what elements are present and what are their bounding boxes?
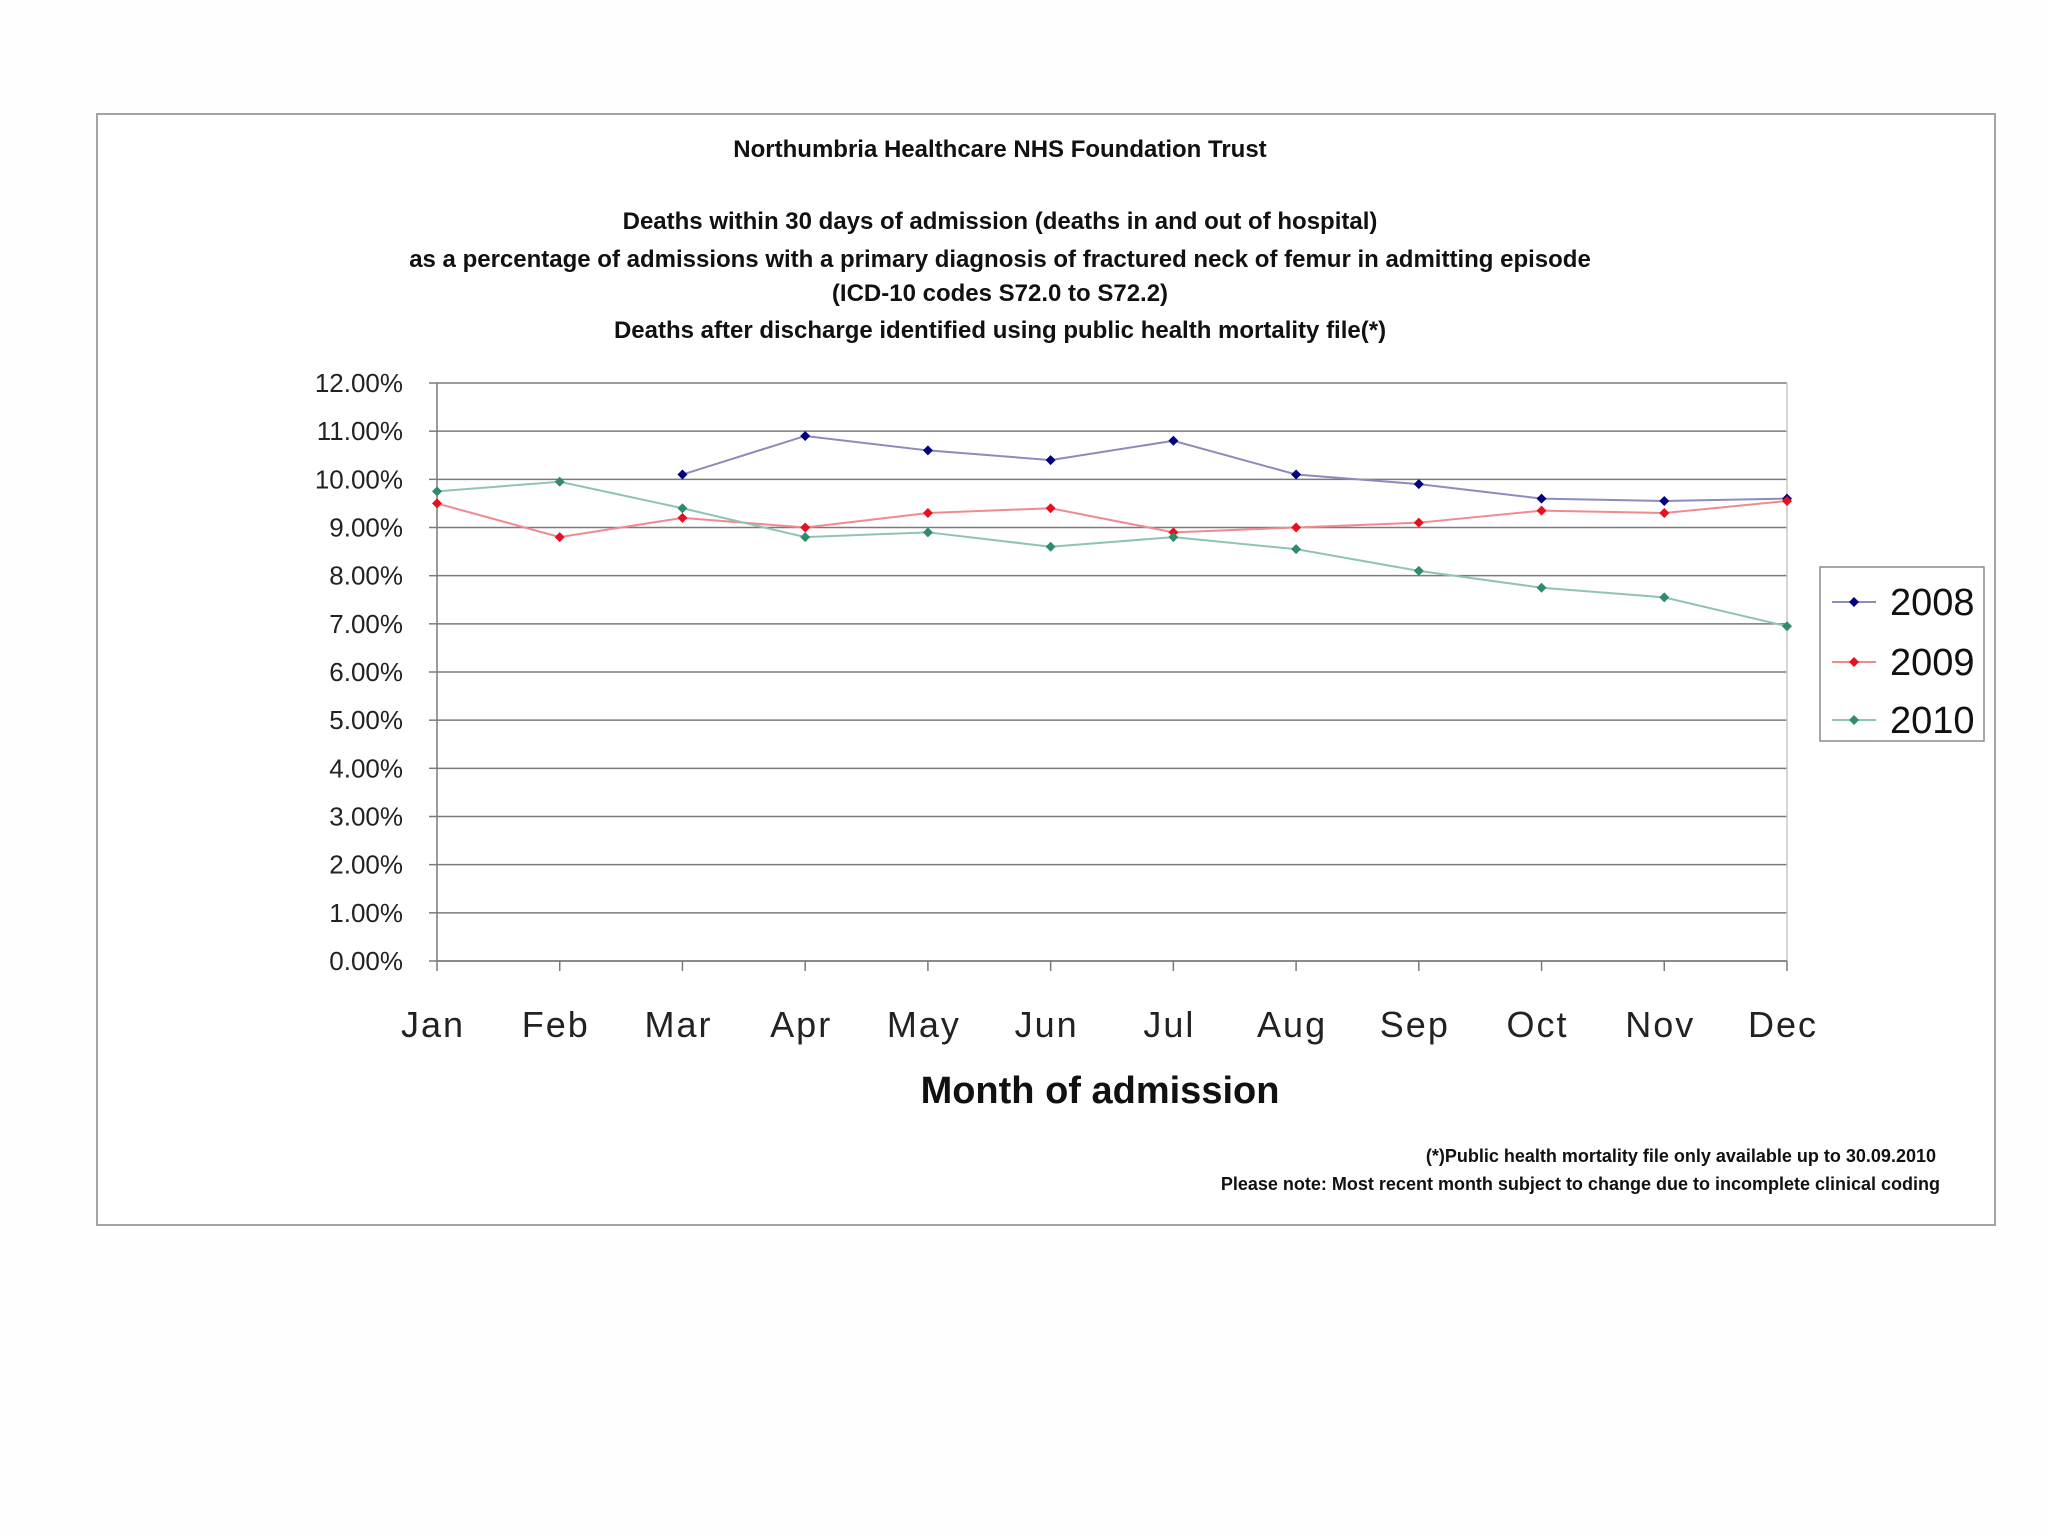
data-point-2010: [1782, 621, 1792, 631]
series-2008: [677, 431, 1792, 506]
series-line-2010: [437, 482, 1787, 627]
x-tick-label: Feb: [521, 1004, 590, 1045]
y-tick-label: 2.00%: [329, 849, 403, 880]
x-tick-label: May: [886, 1004, 961, 1045]
data-point-2008: [1291, 470, 1301, 480]
x-tick-label: Oct: [1506, 1004, 1569, 1045]
x-tick-label: Jul: [1143, 1004, 1196, 1045]
chart-frame: [96, 113, 1996, 1226]
series-line-2009: [437, 501, 1787, 537]
y-tick-label: 0.00%: [329, 946, 403, 976]
chart-title-line-1: Northumbria Healthcare NHS Foundation Trust: [733, 136, 1267, 163]
series-lines: [432, 431, 1792, 631]
data-point-2008: [1537, 494, 1547, 504]
data-point-2010: [1046, 542, 1056, 552]
data-point-2008: [1046, 455, 1056, 465]
data-point-2010: [677, 503, 687, 513]
y-tick-label: 7.00%: [329, 608, 403, 639]
data-point-2009: [1414, 518, 1424, 528]
x-tick-label: Mar: [644, 1004, 713, 1045]
footnote-1: (*)Public health mortality file only available up to 30.09.2010: [1425, 1146, 1936, 1166]
data-point-2009: [923, 508, 933, 518]
x-tick-label: Jun: [1014, 1004, 1079, 1045]
data-point-2009: [555, 532, 565, 542]
y-tick-label: 9.00%: [329, 512, 403, 543]
legend-label: 2010: [1890, 700, 1975, 742]
data-point-2008: [800, 431, 810, 441]
legend-label: 2009: [1890, 642, 1975, 684]
y-tick-label: 11.00%: [316, 416, 403, 447]
x-axis: [401, 961, 1818, 1045]
chart-title: [409, 136, 1591, 344]
chart-title-line-4: (ICD-10 codes S72.0 to S72.2): [831, 280, 1169, 307]
legend: [1820, 567, 1984, 742]
data-point-2010: [555, 477, 565, 487]
x-tick-label: Aug: [1257, 1004, 1328, 1045]
y-tick-label: 1.00%: [329, 897, 403, 928]
data-point-2009: [1659, 508, 1669, 518]
data-point-2009: [1537, 506, 1547, 516]
y-tick-label: 6.00%: [329, 657, 403, 687]
data-point-2009: [677, 513, 687, 523]
line-chart: [98, 115, 1994, 1224]
data-point-2010: [432, 486, 442, 496]
x-tick-label: Dec: [1747, 1004, 1819, 1045]
chart-title-line-2: Deaths within 30 days of admission (deaths in and out of hospital): [622, 208, 1378, 235]
grid-lines: [437, 383, 1787, 961]
data-point-2009: [432, 498, 442, 508]
y-tick-label: 5.00%: [329, 705, 403, 736]
y-tick-label: 4.00%: [329, 753, 403, 784]
data-point-2010: [1537, 583, 1547, 593]
legend-label: 2008: [1890, 582, 1975, 624]
x-tick-label: Sep: [1379, 1004, 1450, 1045]
chart-title-line-5: Deaths after discharge identified using public health mortality file(*): [613, 317, 1387, 344]
y-tick-label: 10.00%: [314, 464, 403, 495]
data-point-2010: [923, 527, 933, 537]
data-point-2008: [1414, 479, 1424, 489]
x-tick-label: Jan: [400, 1004, 466, 1045]
data-point-2008: [1659, 496, 1669, 506]
data-point-2010: [800, 532, 810, 542]
footnote-2: Please note: Most recent month subject to change due to incomplete clinical coding: [1220, 1174, 1940, 1194]
chart-title-line-3: as a percentage of admissions with a primary diagnosis of fractured neck of femur in admitting episode: [409, 246, 1591, 273]
data-point-2010: [1291, 544, 1301, 554]
y-tick-label: 3.00%: [329, 801, 403, 832]
y-axis: [315, 368, 437, 976]
y-tick-label: 12.00%: [314, 368, 403, 398]
data-point-2010: [1659, 592, 1669, 602]
data-point-2008: [923, 445, 933, 455]
y-tick-label: 8.00%: [329, 560, 403, 591]
data-point-2010: [1414, 566, 1424, 576]
x-axis-label: Month of admission: [920, 1070, 1280, 1112]
data-point-2009: [800, 523, 810, 533]
x-tick-label: Apr: [770, 1004, 833, 1045]
x-tick-label: Nov: [1625, 1004, 1696, 1045]
series-2009: [432, 496, 1792, 542]
series-line-2008: [682, 436, 1787, 501]
data-point-2009: [1046, 503, 1056, 513]
data-point-2009: [1291, 523, 1301, 533]
data-point-2008: [1168, 436, 1178, 446]
data-point-2008: [677, 470, 687, 480]
